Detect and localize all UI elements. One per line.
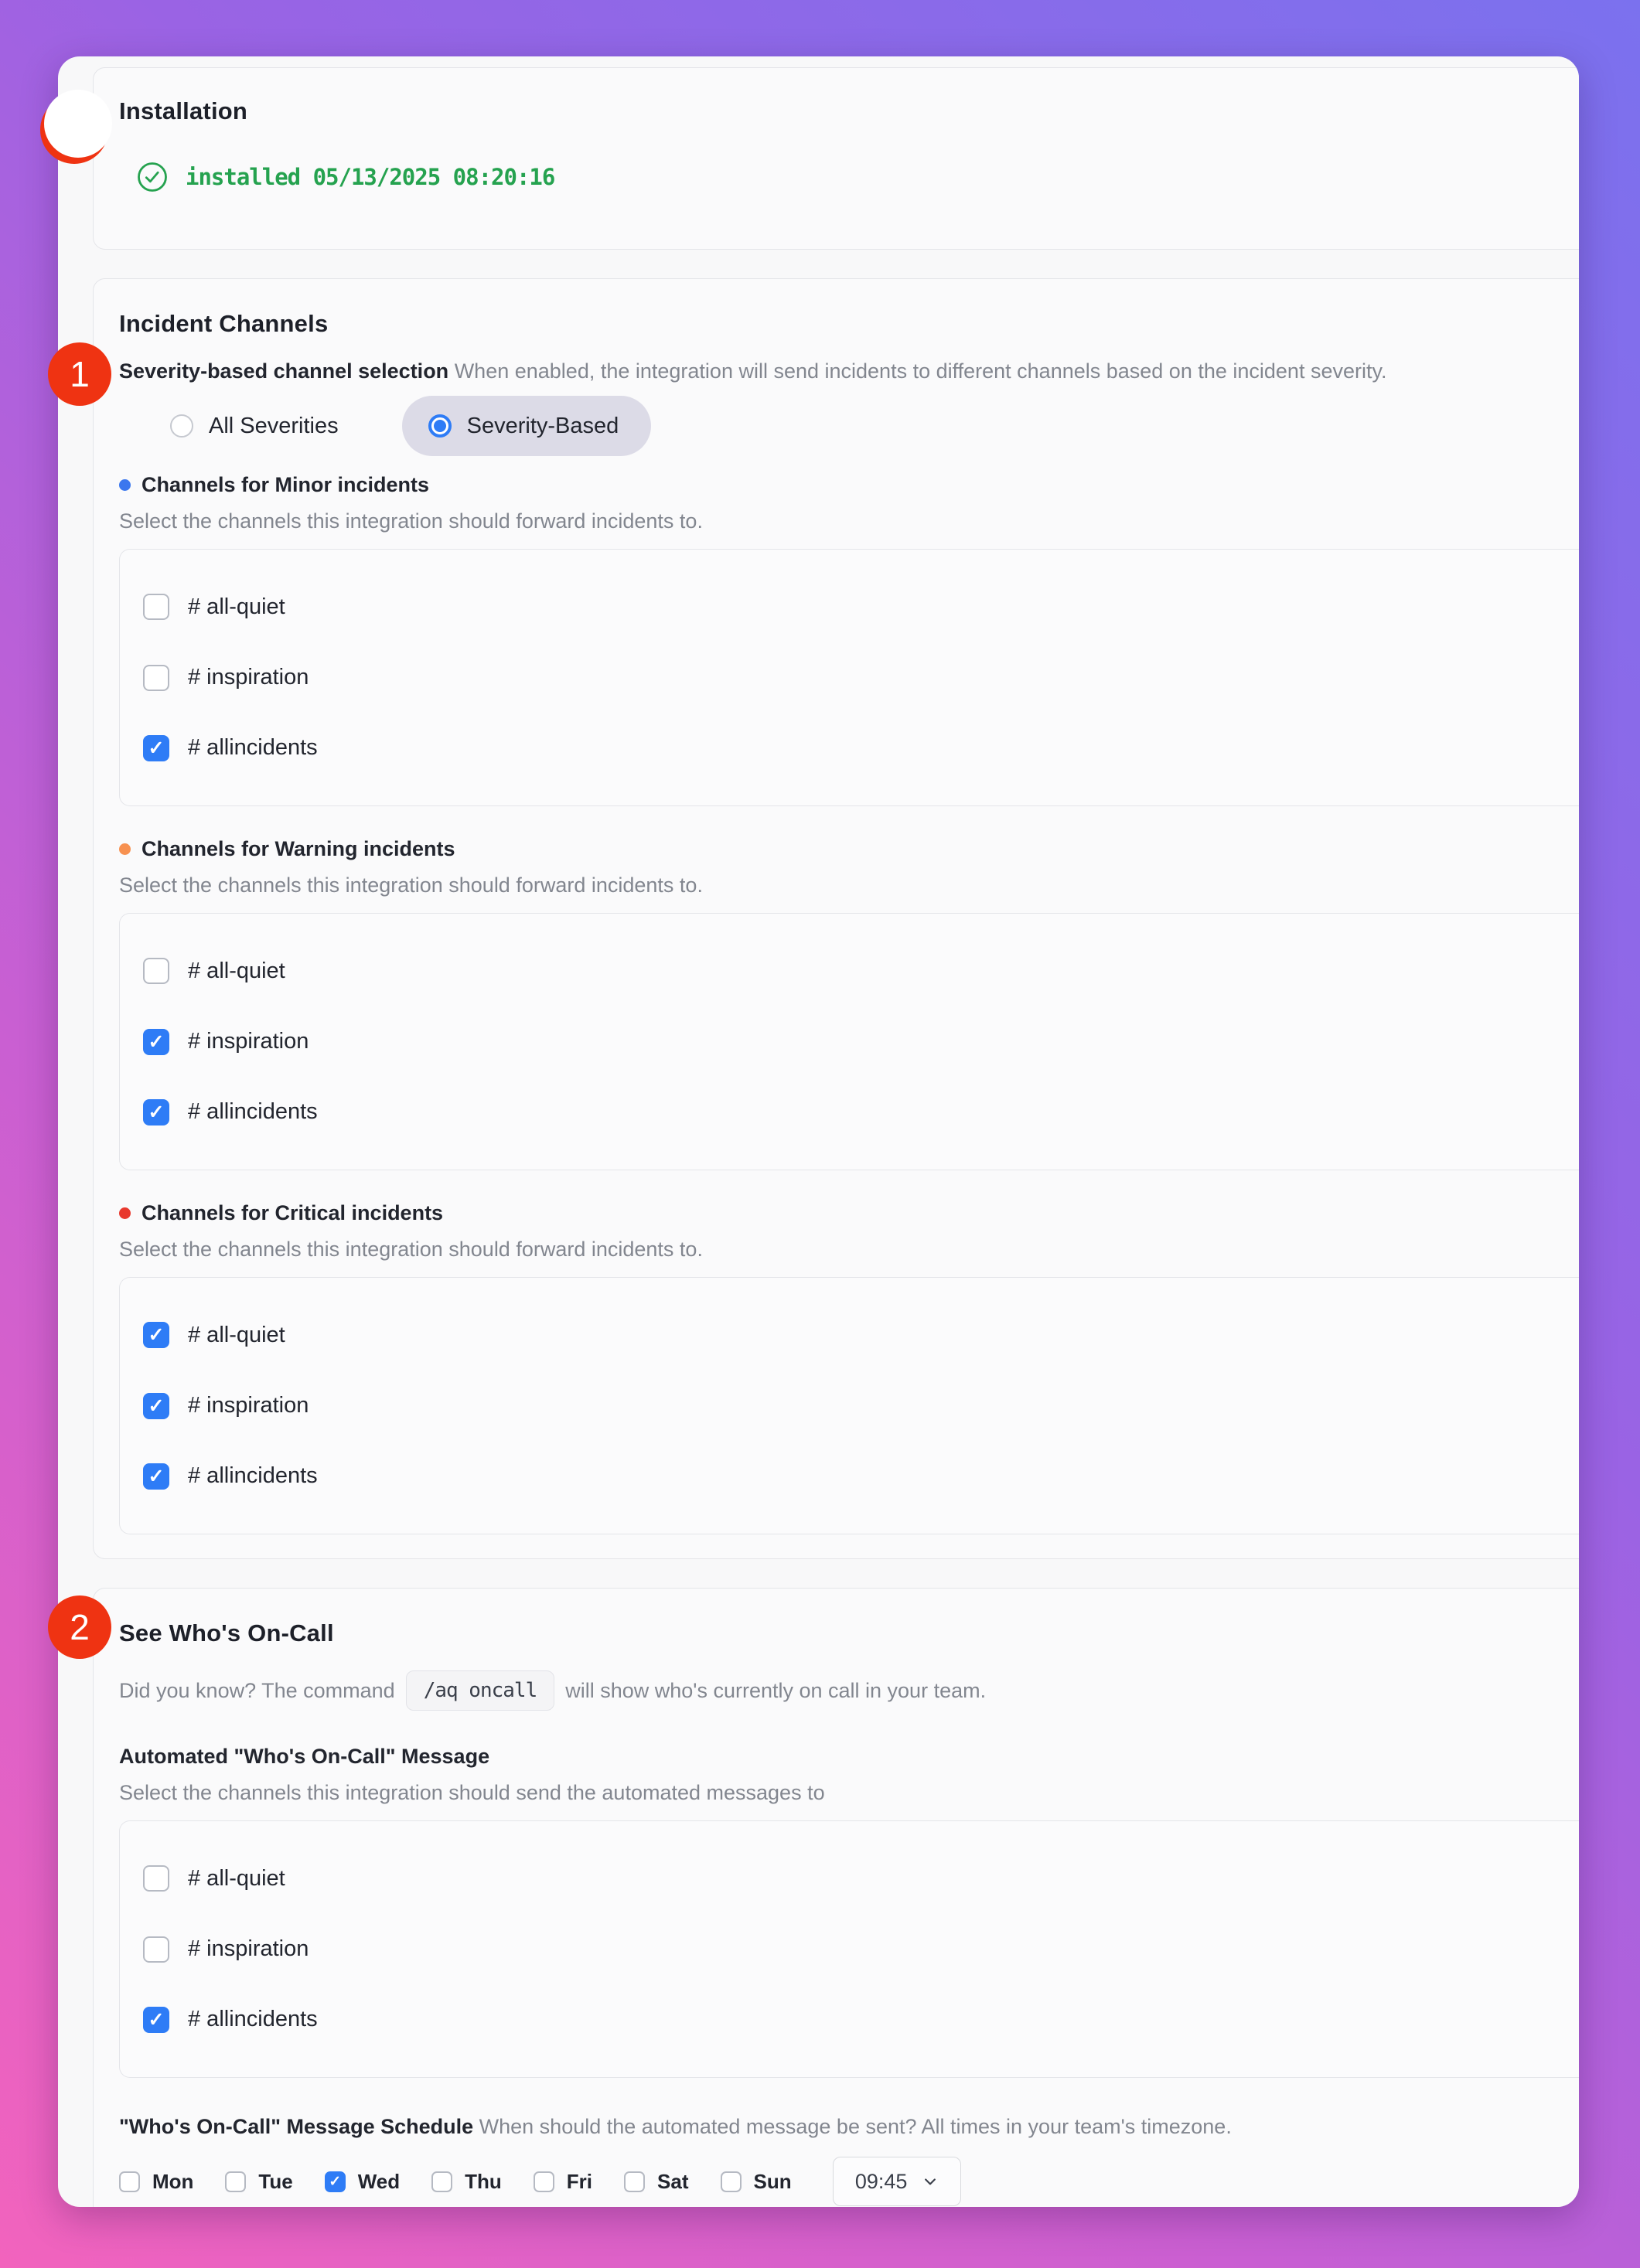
- radio-all-severities[interactable]: [144, 396, 371, 456]
- channel-row[interactable]: [143, 1865, 1579, 1892]
- severity-dot-warning: [119, 843, 131, 855]
- chevron-down-icon: [922, 2174, 938, 2189]
- severity-selection-row: [119, 358, 1578, 385]
- command-pill: /aq oncall: [406, 1670, 555, 1711]
- day-checkbox-mon[interactable]: [119, 2170, 193, 2194]
- channel-label: # allincidents: [188, 1463, 318, 1489]
- channel-label: # allincidents: [188, 1099, 318, 1125]
- channel-checkbox[interactable]: [143, 1029, 169, 1055]
- day-label: Wed: [357, 2169, 401, 2193]
- channel-label: # all-quiet: [188, 594, 285, 619]
- channel-row[interactable]: [143, 1393, 1579, 1419]
- channel-label: # all-quiet: [188, 1322, 285, 1347]
- day-checkbox[interactable]: [431, 2171, 452, 2192]
- oncall-tip-prefix: Did you know? The command: [119, 1678, 395, 1702]
- radio-label: All Severities: [209, 413, 339, 438]
- warning-group-help: Select the channels this integration should forward incidents to.: [119, 873, 703, 897]
- installation-section: [93, 67, 1579, 250]
- channel-row[interactable]: [143, 665, 1579, 691]
- channel-label: # all-quiet: [188, 958, 285, 983]
- schedule-label: "Who's On-Call" Message Schedule: [119, 2115, 474, 2138]
- check-circle-icon: [136, 161, 169, 193]
- severity-selection-help: When enabled, the integration will send incidents to different channels based on the incident severity.: [454, 359, 1387, 383]
- installation-title: Installation: [119, 97, 248, 124]
- radio-icon[interactable]: [428, 414, 452, 438]
- channel-row[interactable]: [143, 1936, 1579, 1963]
- step-badge-1: 1: [48, 342, 111, 406]
- day-label: Tue: [258, 2169, 293, 2193]
- automated-message-help: Select the channels this integration should send the automated messages to: [119, 1781, 825, 1804]
- channel-row[interactable]: [143, 1029, 1579, 1055]
- oncall-tip-suffix: will show who's currently on call in your team.: [565, 1678, 987, 1702]
- day-checkbox[interactable]: [721, 2171, 742, 2192]
- channel-row[interactable]: [143, 1099, 1579, 1125]
- channel-label: # inspiration: [188, 1029, 309, 1054]
- step-badge-2: 2: [48, 1595, 111, 1659]
- warning-group-label: Channels for Warning incidents: [141, 837, 455, 861]
- channel-row[interactable]: [143, 1463, 1579, 1490]
- critical-channel-list: [119, 1277, 1579, 1534]
- day-checkbox-wed[interactable]: [325, 2170, 400, 2194]
- radio-label: Severity-Based: [466, 413, 619, 438]
- time-value: 09:45: [854, 2169, 908, 2193]
- channel-label: # all-quiet: [188, 1865, 285, 1891]
- channel-checkbox[interactable]: [143, 594, 169, 620]
- minor-channel-list: [119, 549, 1579, 806]
- day-checkbox[interactable]: [325, 2171, 346, 2192]
- channel-checkbox[interactable]: [143, 1393, 169, 1419]
- severity-mode-radio-group: [144, 396, 1578, 456]
- channel-checkbox[interactable]: [143, 1322, 169, 1348]
- severity-dot-minor: [119, 479, 131, 491]
- day-checkbox-sun[interactable]: [721, 2170, 792, 2194]
- minor-group-help: Select the channels this integration should forward incidents to.: [119, 509, 703, 533]
- warning-channel-list: [119, 913, 1579, 1170]
- day-checkbox-tue[interactable]: [225, 2170, 292, 2194]
- schedule-help: When should the automated message be sent? All times in your team's timezone.: [479, 2115, 1232, 2138]
- installation-status-row: [136, 161, 1578, 193]
- channel-row[interactable]: [143, 2007, 1579, 2033]
- schedule-days-row: [119, 2156, 1578, 2207]
- day-checkbox-fri[interactable]: [534, 2170, 592, 2194]
- time-select[interactable]: [833, 2157, 961, 2206]
- oncall-section: [93, 1588, 1579, 2207]
- day-checkbox[interactable]: [534, 2171, 554, 2192]
- installation-status-text: installed 05/13/2025 08:20:16: [186, 164, 555, 190]
- critical-group-header: [119, 1201, 1578, 1225]
- channel-row[interactable]: [143, 594, 1579, 620]
- severity-selection-label: Severity-based channel selection: [119, 359, 449, 383]
- day-checkbox-thu[interactable]: [431, 2170, 502, 2194]
- automated-message-label: Automated "Who's On-Call" Message: [119, 1745, 490, 1768]
- channel-checkbox[interactable]: [143, 735, 169, 761]
- channel-checkbox[interactable]: [143, 1463, 169, 1490]
- day-label: Sat: [657, 2169, 689, 2193]
- channel-row[interactable]: [143, 958, 1579, 984]
- radio-severity-based[interactable]: [402, 396, 652, 456]
- day-checkbox[interactable]: [119, 2171, 140, 2192]
- channel-checkbox[interactable]: [143, 2007, 169, 2033]
- day-checkbox-sat[interactable]: [624, 2170, 688, 2194]
- channel-label: # inspiration: [188, 665, 309, 690]
- severity-dot-critical: [119, 1207, 131, 1219]
- day-checkbox[interactable]: [624, 2171, 645, 2192]
- warning-group-header: [119, 837, 1578, 861]
- channel-checkbox[interactable]: [143, 958, 169, 984]
- decorative-circle: [44, 90, 112, 158]
- channel-label: # inspiration: [188, 1393, 309, 1418]
- schedule-header-row: [119, 2113, 1578, 2140]
- settings-card: [58, 56, 1579, 2207]
- channel-row[interactable]: [143, 735, 1579, 761]
- oncall-tip-row: [119, 1670, 1578, 1711]
- channel-checkbox[interactable]: [143, 1936, 169, 1963]
- critical-group-help: Select the channels this integration should forward incidents to.: [119, 1238, 703, 1262]
- critical-group-label: Channels for Critical incidents: [141, 1201, 444, 1225]
- day-label: Thu: [465, 2169, 502, 2193]
- automated-channel-list: [119, 1820, 1579, 2078]
- channel-label: # inspiration: [188, 1936, 309, 1961]
- minor-group-label: Channels for Minor incidents: [141, 473, 430, 497]
- day-checkbox[interactable]: [225, 2171, 246, 2192]
- channel-label: # allincidents: [188, 2007, 318, 2032]
- channel-checkbox[interactable]: [143, 1099, 169, 1125]
- channel-checkbox[interactable]: [143, 1865, 169, 1892]
- incident-channels-title: Incident Channels: [119, 310, 329, 337]
- day-label: Sun: [753, 2169, 792, 2193]
- channel-label: # allincidents: [188, 735, 318, 761]
- channel-row[interactable]: [143, 1322, 1579, 1348]
- day-label: Mon: [152, 2169, 194, 2193]
- channel-checkbox[interactable]: [143, 665, 169, 691]
- day-label: Fri: [566, 2169, 593, 2193]
- radio-icon[interactable]: [170, 414, 193, 438]
- oncall-title: See Who's On-Call: [119, 1619, 334, 1647]
- minor-group-header: [119, 473, 1578, 497]
- incident-channels-section: [93, 278, 1579, 1559]
